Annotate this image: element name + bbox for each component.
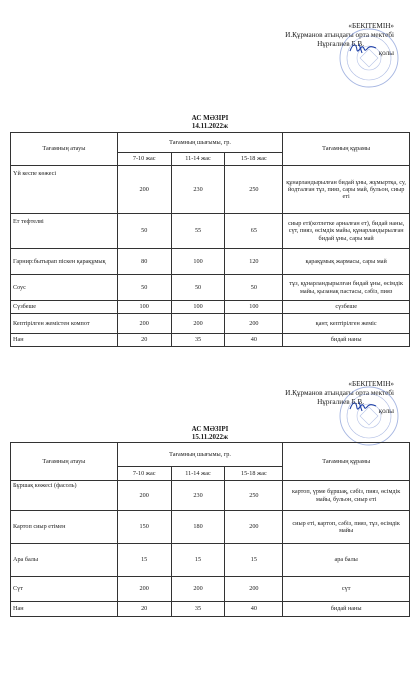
approval-school: И.Құрманов атындағы орта мектебі [285, 31, 394, 39]
header-composition: Тағамның құрамы [283, 443, 410, 481]
signature-icon [348, 41, 378, 55]
table-row: Бұршақ көжесі (фасоль) 200 230 250 картоп, үрме бұршақ, сәбіз, пияз, өсімдік майы, бульон, сиыр еті [11, 481, 410, 511]
menu-table-2 [10, 442, 410, 617]
table-row: Сүзбеше 100 100 100 сүзбеше [11, 301, 410, 314]
menu-date-1: 14.11.2022ж [191, 122, 229, 130]
table-row: Үй кеспе көжесі 200 230 250 құнарландырылған бидай ұны, жұмыртқа, су, йодталған тұз, пияз, сары май, бульон, сиыр еті [11, 166, 410, 214]
menu-date-2: 15.11.2022ж [191, 433, 229, 441]
table-row: Сүт 200 200 200 сүт [11, 577, 410, 602]
approval-director: Нұрғалиев Б.В. [317, 40, 364, 48]
approval-block [214, 22, 394, 58]
header-yield: Тағамның шығымы, гр. [117, 133, 283, 153]
table-row: Нан 20 35 40 бидай наны [11, 334, 410, 347]
header-age-7-10: 7-10 жас [117, 467, 171, 481]
header-composition: Тағамның құрамы [283, 133, 410, 166]
table-row: Ет тефтелві 50 55 65 сиыр еті(котлетке арналған ет), бидай наны, сүт, пияз, өсімдік майы, құнарландырылған бидай ұны, сары май [11, 214, 410, 249]
table-row: Нан 20 35 40 бидай наны [11, 602, 410, 617]
header-age-15-18: 15-18 жас [225, 467, 283, 481]
table-row: Картоп сиыр етімен 150 180 200 сиыр еті, картоп, сәбіз, пияз, тұз, өсімдік майы [11, 511, 410, 544]
table-row: Соус 50 50 50 тұз, құнарландырылған бидай ұны, өсімдік майы, қызанақ пастасы, сәбіз, пияз [11, 275, 410, 301]
menu-table-1 [10, 132, 410, 347]
menu-title-2: АС МӘЗІРІ 15.11.2022ж [0, 425, 420, 441]
approval-brand: «БЕКІТЕМІН» [348, 380, 394, 388]
signature-icon [348, 399, 378, 413]
approval-block [214, 380, 394, 416]
approval-signature-word: қолы [378, 407, 394, 415]
header-age-11-14: 11-14 жас [171, 153, 225, 166]
header-age-15-18: 15-18 жас [225, 153, 283, 166]
header-dish-name: Тағамның атауы [11, 443, 118, 481]
approval-brand: «БЕКІТЕМІН» [348, 22, 394, 30]
header-age-11-14: 11-14 жас [171, 467, 225, 481]
approval-director: Нұрғалиев Б.В. [317, 398, 364, 406]
table-row: Гарнир:бытырап піскен қарақұмық 80 100 120 қарақұмық жармасы, сары май [11, 249, 410, 275]
approval-school: И.Құрманов атындағы орта мектебі [285, 389, 394, 397]
header-yield: Тағамның шығымы, гр. [117, 443, 283, 467]
header-age-7-10: 7-10 жас [117, 153, 171, 166]
approval-signature-word: қолы [378, 49, 394, 57]
menu-title-1: АС МӘЗІРІ 14.11.2022ж [0, 114, 420, 130]
header-dish-name: Тағамның атауы [11, 133, 118, 166]
table-row: Ара балы 15 15 15 ара балы [11, 544, 410, 577]
table-row: Кептірілген жемістен компот 200 200 200 қант, кептірілген жеміс [11, 314, 410, 334]
